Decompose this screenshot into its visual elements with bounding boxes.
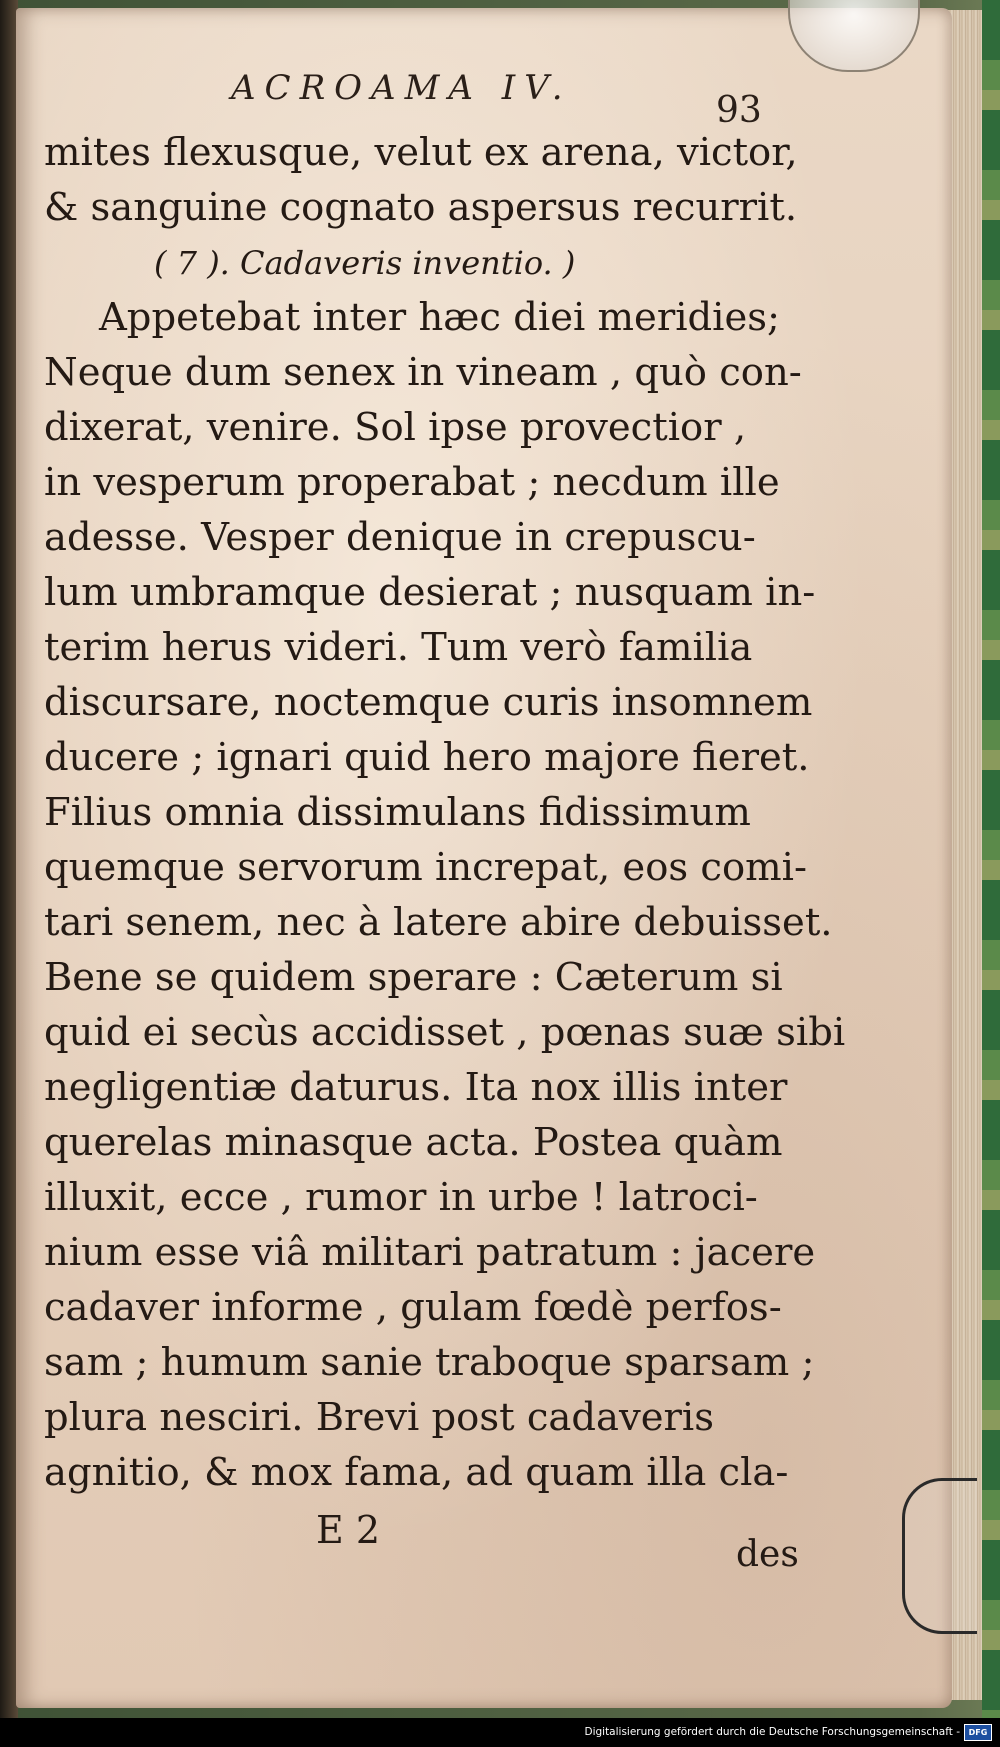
text-line: quid ei secùs accidisset , pœnas suæ sibi bbox=[44, 1010, 846, 1055]
text-line: plura nesciri. Brevi post cadaveris bbox=[44, 1395, 714, 1440]
catchword: des bbox=[736, 1534, 799, 1575]
text-line: nium esse viâ militari patratum : jacere bbox=[44, 1230, 816, 1275]
text-line: Appetebat inter hæc diei meridies; bbox=[99, 295, 781, 340]
text-line: adesse. Vesper denique in crepuscu- bbox=[44, 515, 756, 560]
text-line: Bene se quidem sperare : Cæterum si bbox=[44, 955, 783, 1000]
text-line: ducere ; ignari quid hero majore fieret. bbox=[44, 735, 810, 780]
text-line: Neque dum senex in vineam , quò con- bbox=[44, 350, 802, 395]
section-heading: ( 7 ). Cadaveris inventio. ) bbox=[154, 244, 576, 282]
text-line: illuxit, ecce , rumor in urbe ! latroci- bbox=[44, 1175, 758, 1220]
text-line: terim herus videri. Tum verò familia bbox=[44, 625, 753, 670]
text-line: Filius omnia dissimulans fidissimum bbox=[44, 790, 751, 835]
text-line: in vesperum properabat ; necdum ille bbox=[44, 460, 780, 505]
text-line: querelas minasque acta. Postea quàm bbox=[44, 1120, 783, 1165]
page-number: 93 bbox=[716, 90, 762, 131]
page-clip-right bbox=[902, 1478, 977, 1634]
text-line: discursare, noctemque curis insomnem bbox=[44, 680, 813, 725]
text-line: quemque servorum increpat, eos comi- bbox=[44, 845, 807, 890]
text-line: cadaver informe , gulam fœdè perfos- bbox=[44, 1285, 782, 1330]
background-strip bbox=[982, 0, 1000, 1747]
text-line: negligentiæ daturus. Ita nox illis inter bbox=[44, 1065, 788, 1110]
dfg-logo-icon: DFG bbox=[964, 1724, 992, 1741]
text-line: tari senem, nec à latere abire debuisset. bbox=[44, 900, 833, 945]
book-page bbox=[16, 8, 952, 1708]
running-head: ACROAMA IV. bbox=[231, 68, 572, 108]
funding-credit: Digitalisierung gefördert durch die Deutsche Forschungsgemeinschaft - bbox=[584, 1726, 960, 1738]
text-line: agnitio, & mox fama, ad quam illa cla- bbox=[44, 1450, 789, 1495]
text-line: & sanguine cognato aspersus recurrit. bbox=[44, 185, 798, 230]
text-line: mites flexusque, velut ex arena, victor, bbox=[44, 130, 798, 175]
signature-mark: E 2 bbox=[316, 1508, 380, 1552]
text-line: dixerat, venire. Sol ipse provectior , bbox=[44, 405, 747, 450]
text-line: lum umbramque desierat ; nusquam in- bbox=[44, 570, 816, 615]
text-line: sam ; humum sanie traboque sparsam ; bbox=[44, 1340, 815, 1385]
